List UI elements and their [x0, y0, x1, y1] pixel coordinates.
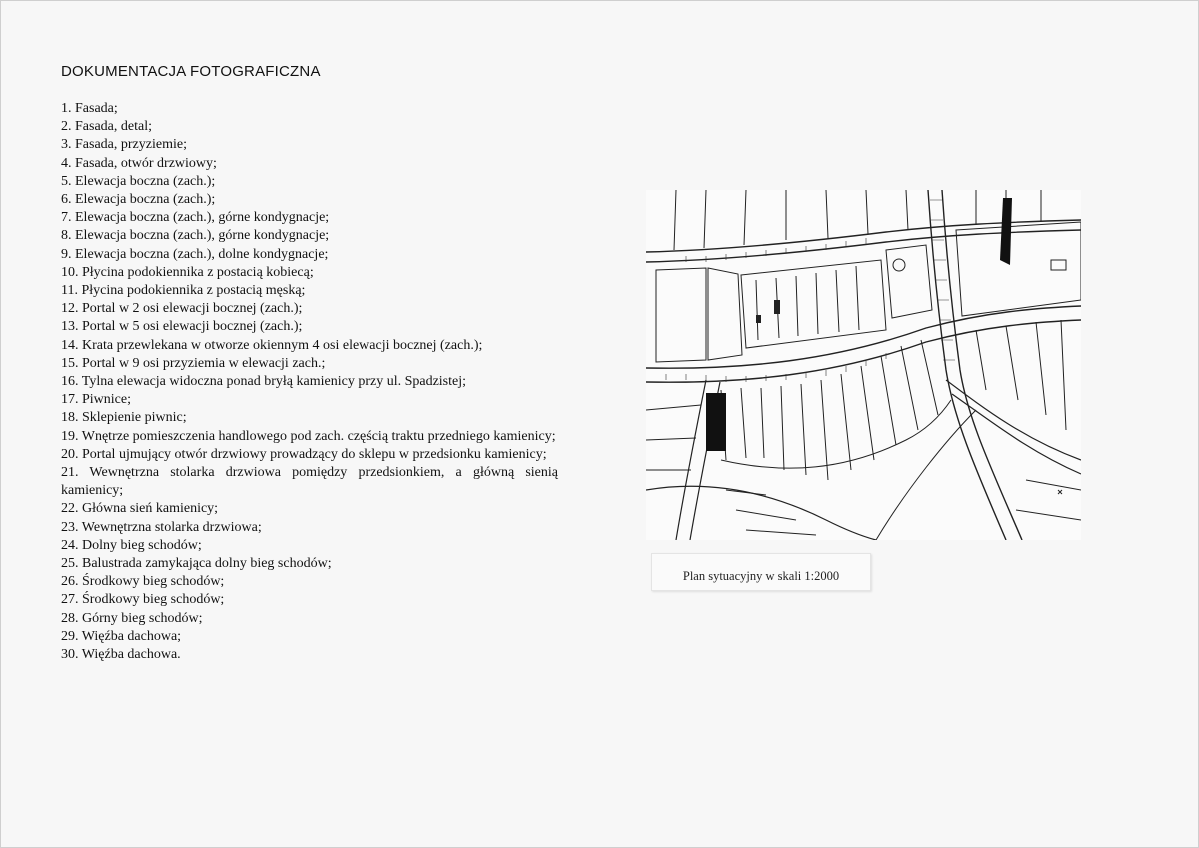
photo-list-item: 3. Fasada, przyziemie; — [61, 137, 187, 153]
photo-list-item: 30. Więźba dachowa. — [61, 647, 181, 663]
map-caption: Plan sytuacyjny w skali 1:2000 — [682, 569, 840, 583]
photo-list-item: 22. Główna sień kamienicy; — [61, 501, 219, 517]
photo-list-item: 26. Środkowy bieg schodów; — [61, 574, 225, 590]
photo-list-item: 28. Górny bieg schodów; — [61, 610, 203, 626]
photo-list-item: 21. Wewnętrzna stolarka drzwiowa pomiędzy przedsionkiem, a główną sienią kamienicy; — [61, 465, 558, 499]
photo-list-item: 11. Płycina podokiennika z postacią męską; — [61, 283, 306, 299]
photo-list-item: 2. Fasada, detal; — [61, 119, 152, 135]
photo-list-item: 24. Dolny bieg schodów; — [61, 537, 202, 553]
photo-list-item: 5. Elewacja boczna (zach.); — [61, 173, 216, 189]
photo-list-item: 17. Piwnice; — [61, 392, 131, 408]
photo-list-item: 14. Krata przewlekana w otworze okiennym 4 osi elewacji bocznej (zach.); — [61, 337, 483, 353]
photo-list-item: 29. Więźba dachowa; — [61, 628, 182, 644]
photo-list-item: 25. Balustrada zamykająca dolny bieg schodów; — [61, 556, 332, 572]
document-title: DOKUMENTACJA FOTOGRAFICZNA — [61, 63, 321, 80]
photo-list-item: 9. Elewacja boczna (zach.), dolne kondygnacje; — [61, 246, 329, 262]
site-plan-drawing — [646, 190, 1081, 540]
photo-list-item: 15. Portal w 9 osi przyziemia w elewacji zach.; — [61, 355, 326, 371]
photo-list-item: 6. Elewacja boczna (zach.); — [61, 192, 216, 208]
photo-list — [61, 100, 558, 664]
site-plan-map — [646, 190, 1081, 540]
photo-list-item: 18. Sklepienie piwnic; — [61, 410, 187, 426]
photo-list-item: 12. Portal w 2 osi elewacji bocznej (zach.); — [61, 301, 303, 317]
photo-list-item: 10. Płycina podokiennika z postacią kobiecą; — [61, 264, 314, 280]
photo-list-item: 16. Tylna elewacja widoczna ponad bryłą kamienicy przy ul. Spadzistej; — [61, 374, 467, 390]
photo-list-item: 19. Wnętrze pomieszczenia handlowego pod zach. częścią traktu przedniego kamienicy; — [61, 428, 556, 444]
photo-list-item: 27. Środkowy bieg schodów; — [61, 592, 225, 608]
photo-list-item: 4. Fasada, otwór drzwiowy; — [61, 155, 217, 171]
photo-list-item: 1. Fasada; — [61, 101, 118, 116]
photo-list-item: 23. Wewnętrzna stolarka drzwiowa; — [61, 519, 262, 535]
photo-list-item: 20. Portal ujmujący otwór drzwiowy prowadzący do sklepu w przedsionku kamienicy; — [61, 446, 547, 462]
photo-list-item: 8. Elewacja boczna (zach.), górne kondygnacje; — [61, 228, 330, 244]
photo-list-item: 13. Portal w 5 osi elewacji bocznej (zach.); — [61, 319, 303, 335]
photo-list-item: 7. Elewacja boczna (zach.), górne kondygnacje; — [61, 210, 330, 226]
map-caption-box — [651, 553, 871, 591]
